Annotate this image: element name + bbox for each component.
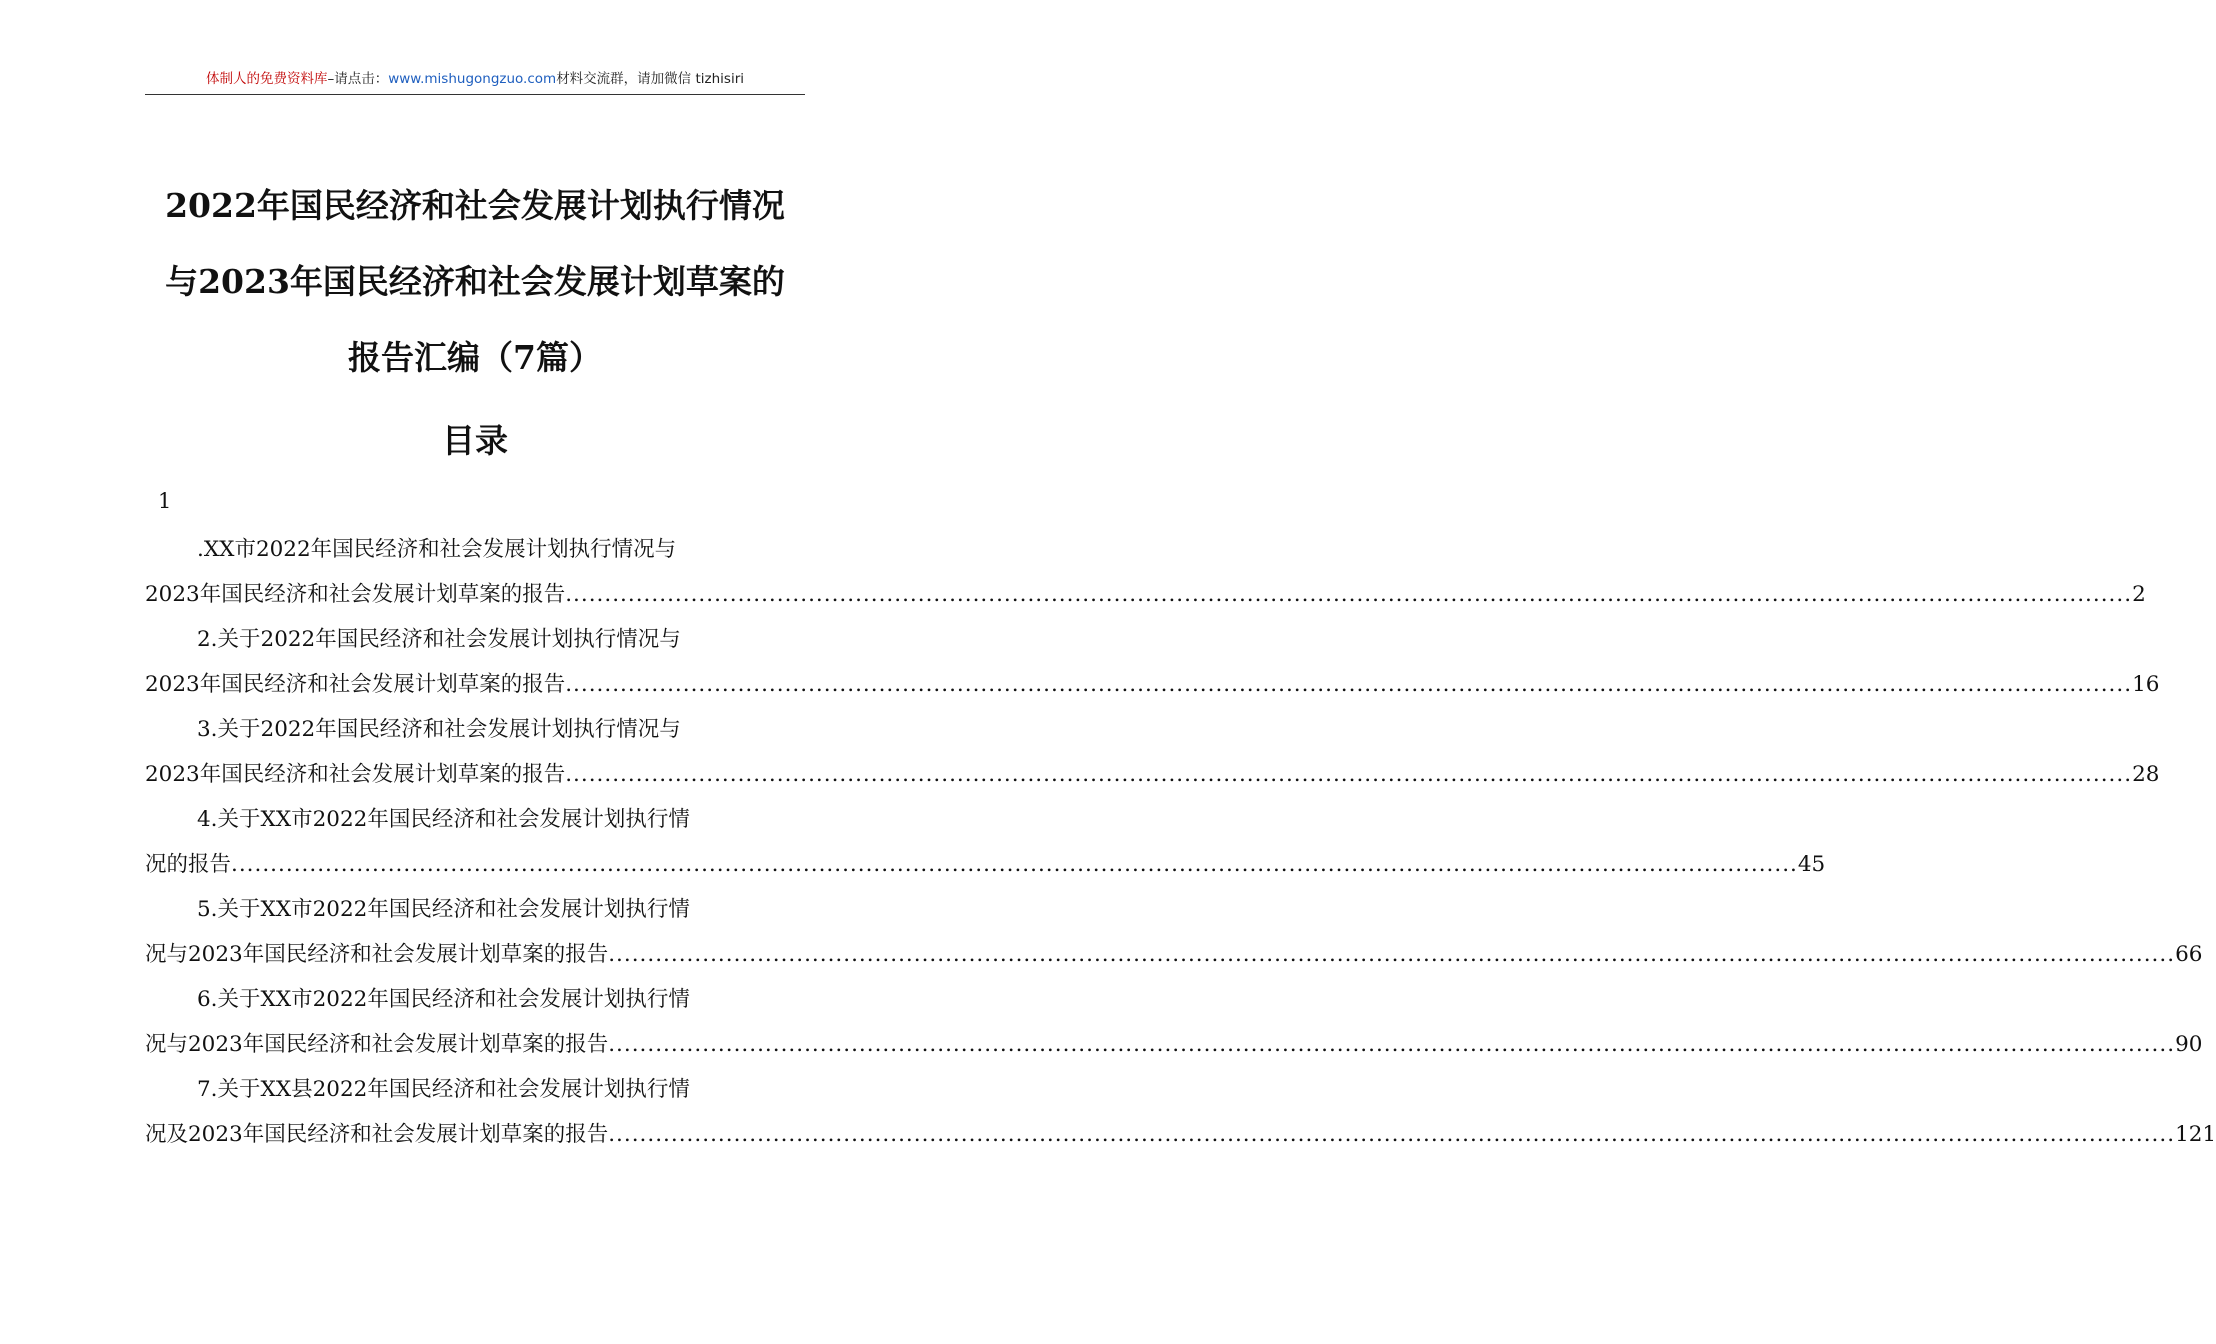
toc-entry-line-1: 3.关于2022年国民经济和社会发展计划执行情况与: [197, 717, 681, 742]
dot-leader: ........................................................................................................................................................................................................: [565, 582, 2133, 607]
toc-entry-line-2: 况与2023年国民经济和社会发展计划草案的报告: [145, 1032, 609, 1057]
dot-leader: ........................................................................................................................................................................................................: [231, 852, 1798, 877]
toc-entry-line-2: 2023年国民经济和社会发展计划草案的报告: [145, 762, 566, 787]
header-separator: –请点击：: [327, 71, 389, 87]
dot-leader: ........................................................................................................................................................................................................: [608, 1122, 2176, 1147]
toc-entry-line-2: 况的报告: [145, 852, 232, 877]
dot-leader: ........................................................................................................................................................................................................: [565, 762, 2133, 787]
toc-page-number: 121: [2175, 1122, 2216, 1147]
toc-page-number: 90: [2175, 1032, 2203, 1057]
document-title: [120, 168, 830, 396]
toc-entry-line-1: 4.关于XX市2022年国民经济和社会发展计划执行情: [197, 807, 690, 832]
toc-entry-line-1: 2.关于2022年国民经济和社会发展计划执行情况与: [197, 627, 681, 652]
title-line-2: 与2023年国民经济和社会发展计划草案的: [165, 262, 785, 301]
toc-page-number: 66: [2175, 942, 2203, 967]
toc-entry-2[interactable]: [145, 617, 2160, 707]
toc-page-number: 45: [1797, 852, 1826, 877]
toc-page-number: 2: [2132, 582, 2146, 607]
toc-entry-line-2: 2023年国民经济和社会发展计划草案的报告: [145, 672, 566, 697]
toc-heading: 目录: [442, 421, 508, 460]
toc-page-number: 16: [2132, 672, 2160, 697]
toc-entry-line-1: 5.关于XX市2022年国民经济和社会发展计划执行情: [197, 897, 690, 922]
header-tail: 材料交流群，请加微信 tizhisiri: [556, 71, 745, 87]
page-header: [145, 68, 805, 95]
toc-entry-line-1: 7.关于XX县2022年国民经济和社会发展计划执行情: [197, 1077, 690, 1102]
table-of-contents: [145, 527, 2216, 1157]
title-line-1: 2022年国民经济和社会发展计划执行情况: [165, 186, 785, 225]
header-brand: 体制人的免费资料库: [205, 71, 328, 87]
toc-entry-1[interactable]: [145, 527, 2146, 617]
toc-entry-4[interactable]: [145, 797, 1826, 887]
stray-number: 1: [158, 489, 172, 513]
dot-leader: ........................................................................................................................................................................................................: [608, 942, 2176, 967]
dot-leader: ........................................................................................................................................................................................................: [565, 672, 2133, 697]
toc-entry-line-1: 6.关于XX市2022年国民经济和社会发展计划执行情: [197, 987, 690, 1012]
toc-entry-3[interactable]: [145, 707, 2160, 797]
toc-entry-5[interactable]: [145, 887, 2203, 977]
toc-entry-line-1: .XX市2022年国民经济和社会发展计划执行情况与: [197, 537, 677, 562]
toc-entry-line-2: 况与2023年国民经济和社会发展计划草案的报告: [145, 942, 609, 967]
dot-leader: ........................................................................................................................................................................................................: [608, 1032, 2176, 1057]
title-line-3: 报告汇编（7篇）: [348, 338, 602, 377]
header-url-link[interactable]: www.mishugongzuo.com: [388, 71, 557, 87]
toc-entry-6[interactable]: [145, 977, 2203, 1067]
toc-entry-line-2: 2023年国民经济和社会发展计划草案的报告: [145, 582, 566, 607]
toc-page-number: 28: [2132, 762, 2160, 787]
toc-entry-7[interactable]: [145, 1067, 2216, 1157]
toc-entry-line-2: 况及2023年国民经济和社会发展计划草案的报告: [145, 1122, 609, 1147]
